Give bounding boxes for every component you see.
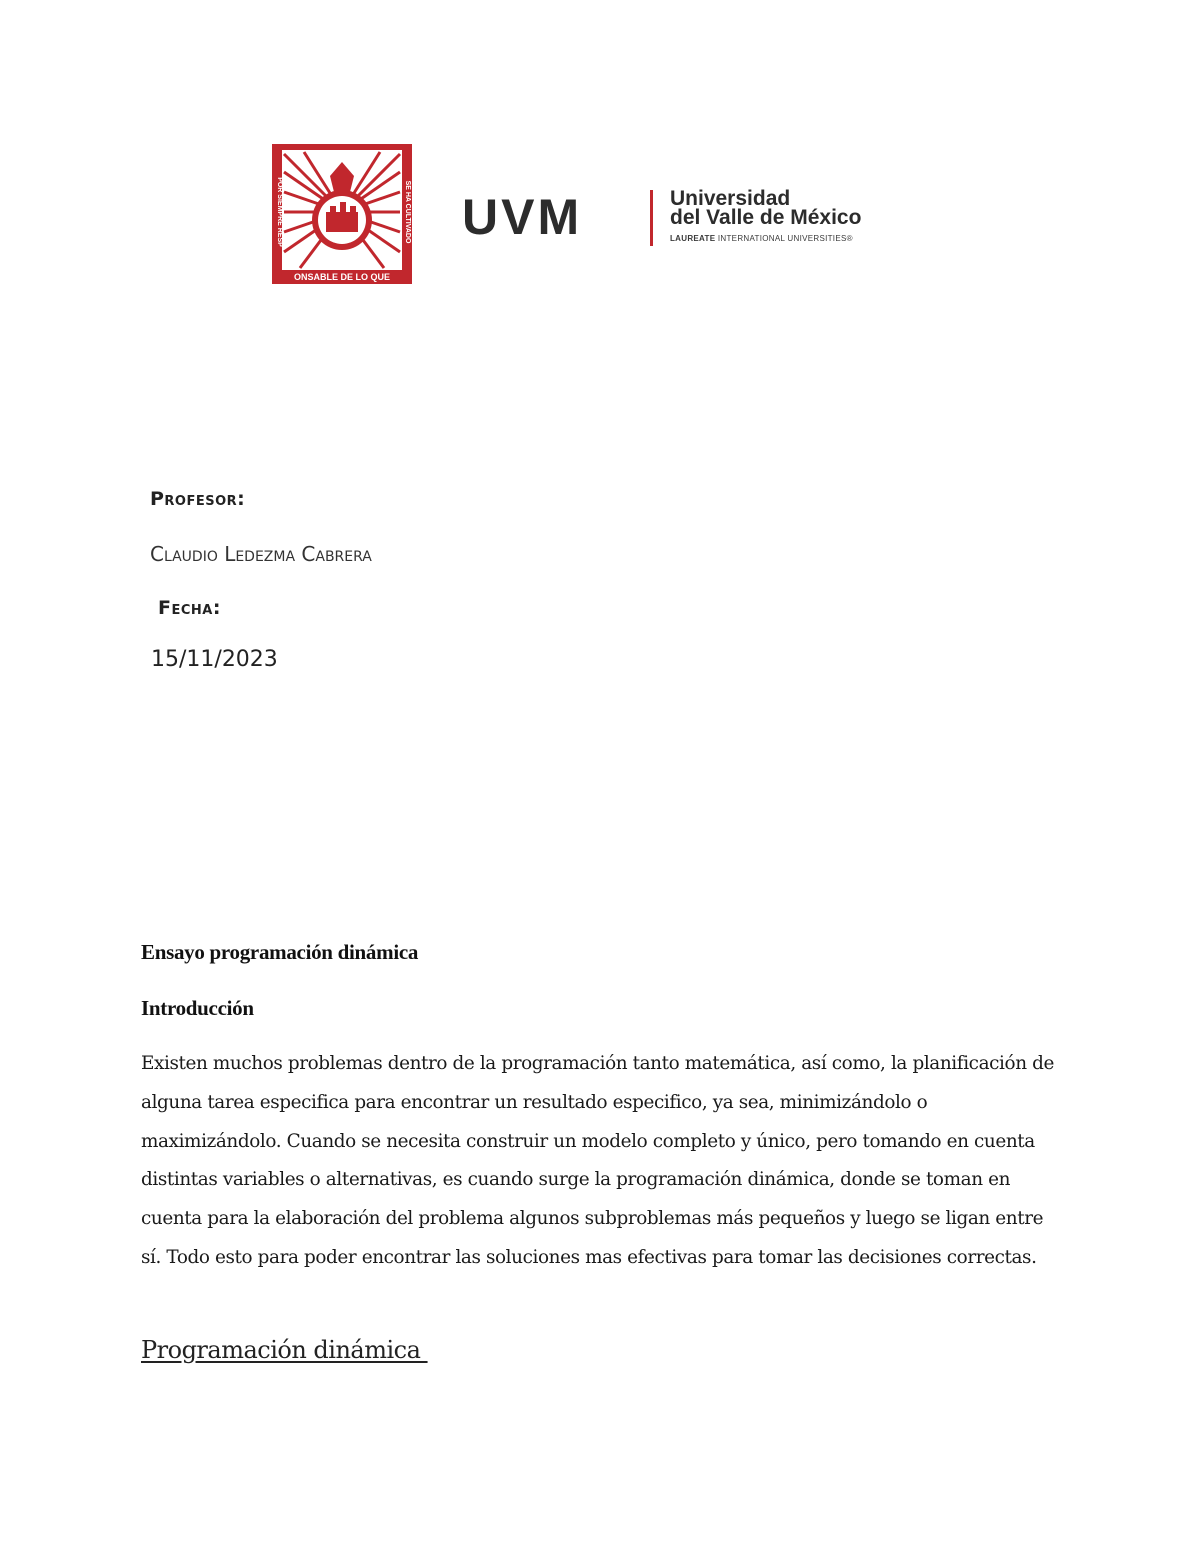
- uvm-logo: [462, 186, 902, 250]
- fecha-label: Fecha:: [158, 597, 221, 619]
- intro-heading: Introducción: [141, 996, 254, 1020]
- svg-text:SE HA CULTIVADO: SE HA CULTIVADO: [404, 180, 411, 244]
- svg-text:POR SIEMPRE RESP: POR SIEMPRE RESP: [276, 177, 283, 247]
- uvm-wordmark: UVM: [462, 189, 583, 245]
- profesor-label: Profesor:: [150, 488, 246, 510]
- uvm-name-line2: del Valle de México: [670, 206, 862, 229]
- section-heading: Programación dinámica: [141, 1336, 428, 1364]
- fecha-value: 15/11/2023: [151, 647, 278, 672]
- university-seal-icon: [270, 142, 414, 286]
- uvm-name-line1: Universidad: [670, 187, 791, 210]
- uvm-divider: [650, 190, 653, 246]
- uvm-network-tagline: [670, 234, 853, 243]
- intro-paragraph: Existen muchos problemas dentro de la programación tanto matemática, así como, la planificación de alguna tarea especifica para encontrar un resultado especifico, ya sea, minimizándolo o maximizándolo. Cuando se necesita construir un modelo completo y único, pero tomando en cuenta distintas variables o alternativas, es cuando surge la programación dinámica, donde se toman en cuenta para la elaboración del problema algunos subproblemas más pequeños y luego se ligan entre sí. Todo esto para poder encontrar las soluciones mas efectivas para tomar las decisiones correctas.: [141, 1053, 1054, 1268]
- svg-text:ONSABLE DE LO QUE: ONSABLE DE LO QUE: [293, 272, 391, 282]
- profesor-name: Claudio Ledezma Cabrera: [150, 542, 372, 566]
- essay-title: Ensayo programación dinámica: [141, 940, 419, 964]
- uvm-network-bold: LAUREATE: [670, 234, 716, 243]
- uvm-network-rest: INTERNATIONAL UNIVERSITIES®: [715, 234, 853, 243]
